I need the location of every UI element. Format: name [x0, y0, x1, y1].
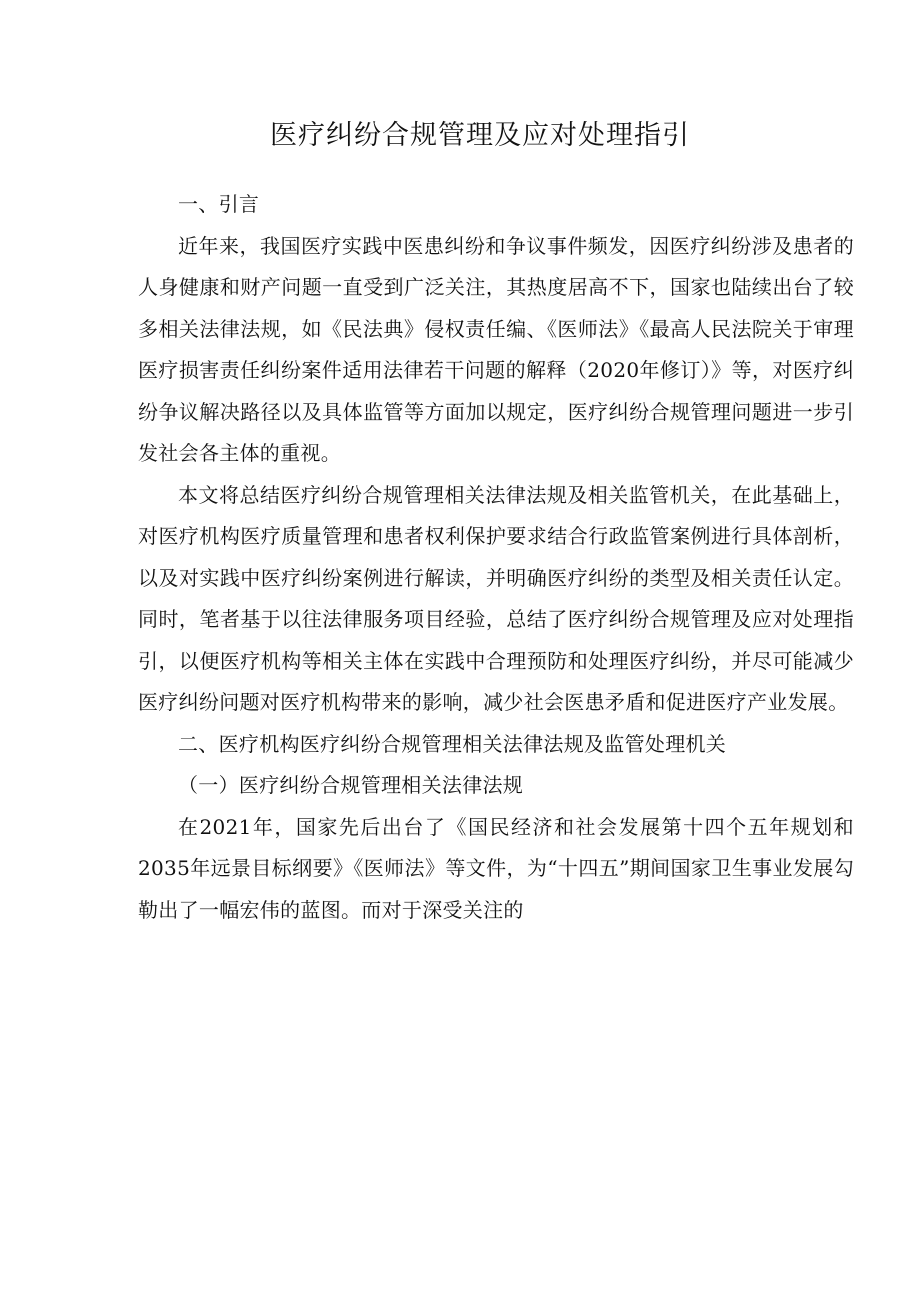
paragraph-overview: 本文将总结医疗纠纷合规管理相关法律法规及相关监管机关，在此基础上，对医疗机构医疗质量管理和患者权利保护要求结合行政监管案例进行具体剖析，以及对实践中医疗纠纷案例进行解读，并明确医疗纠纷的类型及相关责任认定。同时，笔者基于以往法律服务项目经验，总结了医疗纠纷合规管理及应对处理指引，以便医疗机构等相关主体在实践中合理预防和处理医疗纠纷，并尽可能减少医疗纠纷问题对医疗机构带来的影响，减少社会医患矛盾和促进医疗产业发展。	[138, 482, 854, 714]
document-body	[138, 184, 854, 931]
subsection-heading-laws: （一）医疗纠纷合规管理相关法律法规	[178, 773, 524, 797]
paragraph-2021-policy: 在2021年，国家先后出台了《国民经济和社会发展第十四个五年规划和2035年远景目标纲要》《医师法》等文件，为“十四五”期间国家卫生事业发展勾勒出了一幅宏伟的蓝图。而对于深受关注的	[138, 814, 854, 922]
document-title: 医疗纠纷合规管理及应对处理指引	[270, 120, 690, 151]
section-heading-introduction: 一、引言	[178, 192, 260, 216]
section-heading-laws-and-authorities: 二、医疗机构医疗纠纷合规管理相关法律法规及监管处理机关	[178, 731, 727, 756]
paragraph-background: 近年来，我国医疗实践中医患纠纷和争议事件频发，因医疗纠纷涉及患者的人身健康和财产问题一直受到广泛关注，其热度居高不下，国家也陆续出台了较多相关法律法规，如《民法典》侵权责任编、《医师法》《最高人民法院关于审理医疗损害责任纠纷案件适用法律若干问题的解释（2020年修订）》等，对医疗纠纷争议解决路径以及具体监管等方面加以规定，医疗纠纷合规管理问题进一步引发社会各主体的重视。	[138, 233, 854, 465]
